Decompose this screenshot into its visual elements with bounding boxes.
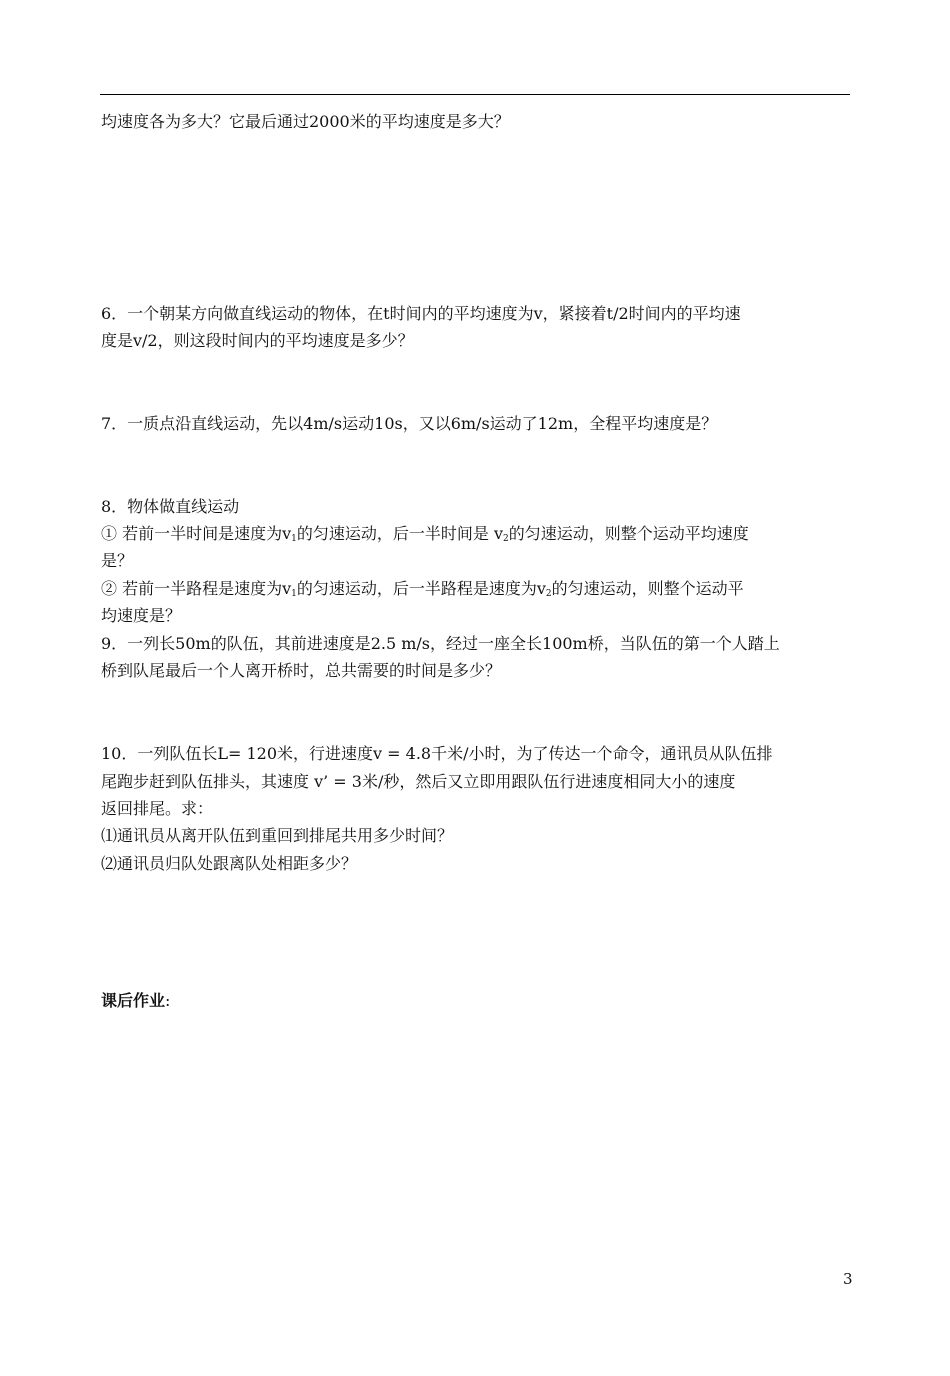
question-8-part-1-text-b: 的匀速运动，后一半时间是 v bbox=[296, 524, 504, 543]
question-8-part-2-text-b: 的匀速运动，后一半路程是速度为v bbox=[296, 579, 546, 598]
subscript-1: 1 bbox=[291, 589, 297, 599]
header-rule bbox=[100, 94, 850, 95]
subscript-1: 1 bbox=[291, 534, 297, 544]
homework-label: 课后作业 bbox=[101, 991, 166, 1010]
question-8-part-1-text-a: ① 若前一半时间是速度为v bbox=[101, 524, 292, 543]
question-8-part-2 bbox=[101, 578, 744, 605]
question-8-part-1 bbox=[101, 523, 749, 550]
page-number: 3 bbox=[843, 1270, 853, 1288]
question-8-part-2-text-a: ② 若前一半路程是速度为v bbox=[101, 579, 292, 598]
question-10-line-1: 10．一列队伍长L= 120米，行进速度v = 4.8千米/小时，为了传达一个命令，通讯员从队伍排 bbox=[101, 744, 773, 763]
homework-colon: : bbox=[165, 991, 171, 1010]
subscript-2: 2 bbox=[503, 534, 509, 544]
question-6-line-2: 度是v/2，则这段时间内的平均速度是多少？ bbox=[101, 331, 414, 350]
question-7: 7．一质点沿直线运动，先以4m/s运动10s，又以6m/s运动了12m，全程平均速度是？ bbox=[101, 414, 718, 433]
question-10-sub-1: ⑴通讯员从离开队伍到重回到排尾共用多少时间？ bbox=[101, 826, 454, 845]
question-5-tail: 均速度各为多大？它最后通过2000米的平均速度是多大？ bbox=[101, 112, 510, 131]
question-8-part-2-line-2: 均速度是？ bbox=[101, 606, 182, 625]
subscript-2: 2 bbox=[545, 589, 552, 599]
question-10-line-3: 返回排尾。求： bbox=[101, 799, 214, 818]
question-6-line-1: 6．一个朝某方向做直线运动的物体，在t时间内的平均速度为v，紧接着t/2时间内的平均速 bbox=[101, 304, 741, 323]
question-8-part-2-text-c: 的匀速运动，则整个运动平 bbox=[551, 579, 744, 598]
question-9-line-1: 9．一列长50m的队伍，其前进速度是2.5 m/s，经过一座全长100m桥，当队伍的第一个人踏上 bbox=[101, 634, 780, 653]
question-10-sub-2: ⑵通讯员归队处跟离队处相距多少？ bbox=[101, 854, 358, 873]
question-8-part-1-line-2: 是？ bbox=[101, 551, 134, 570]
question-10-line-2: 尾跑步赶到队伍排头，其速度 v’ = 3米/秒，然后又立即用跟队伍行进速度相同大小的速度 bbox=[101, 772, 736, 791]
question-8-title: 8．物体做直线运动 bbox=[101, 497, 240, 516]
homework-heading bbox=[101, 990, 170, 1012]
question-9-line-2: 桥到队尾最后一个人离开桥时，总共需要的时间是多少？ bbox=[101, 661, 502, 680]
question-8-part-1-text-c: 的匀速运动，则整个运动平均速度 bbox=[508, 524, 749, 543]
